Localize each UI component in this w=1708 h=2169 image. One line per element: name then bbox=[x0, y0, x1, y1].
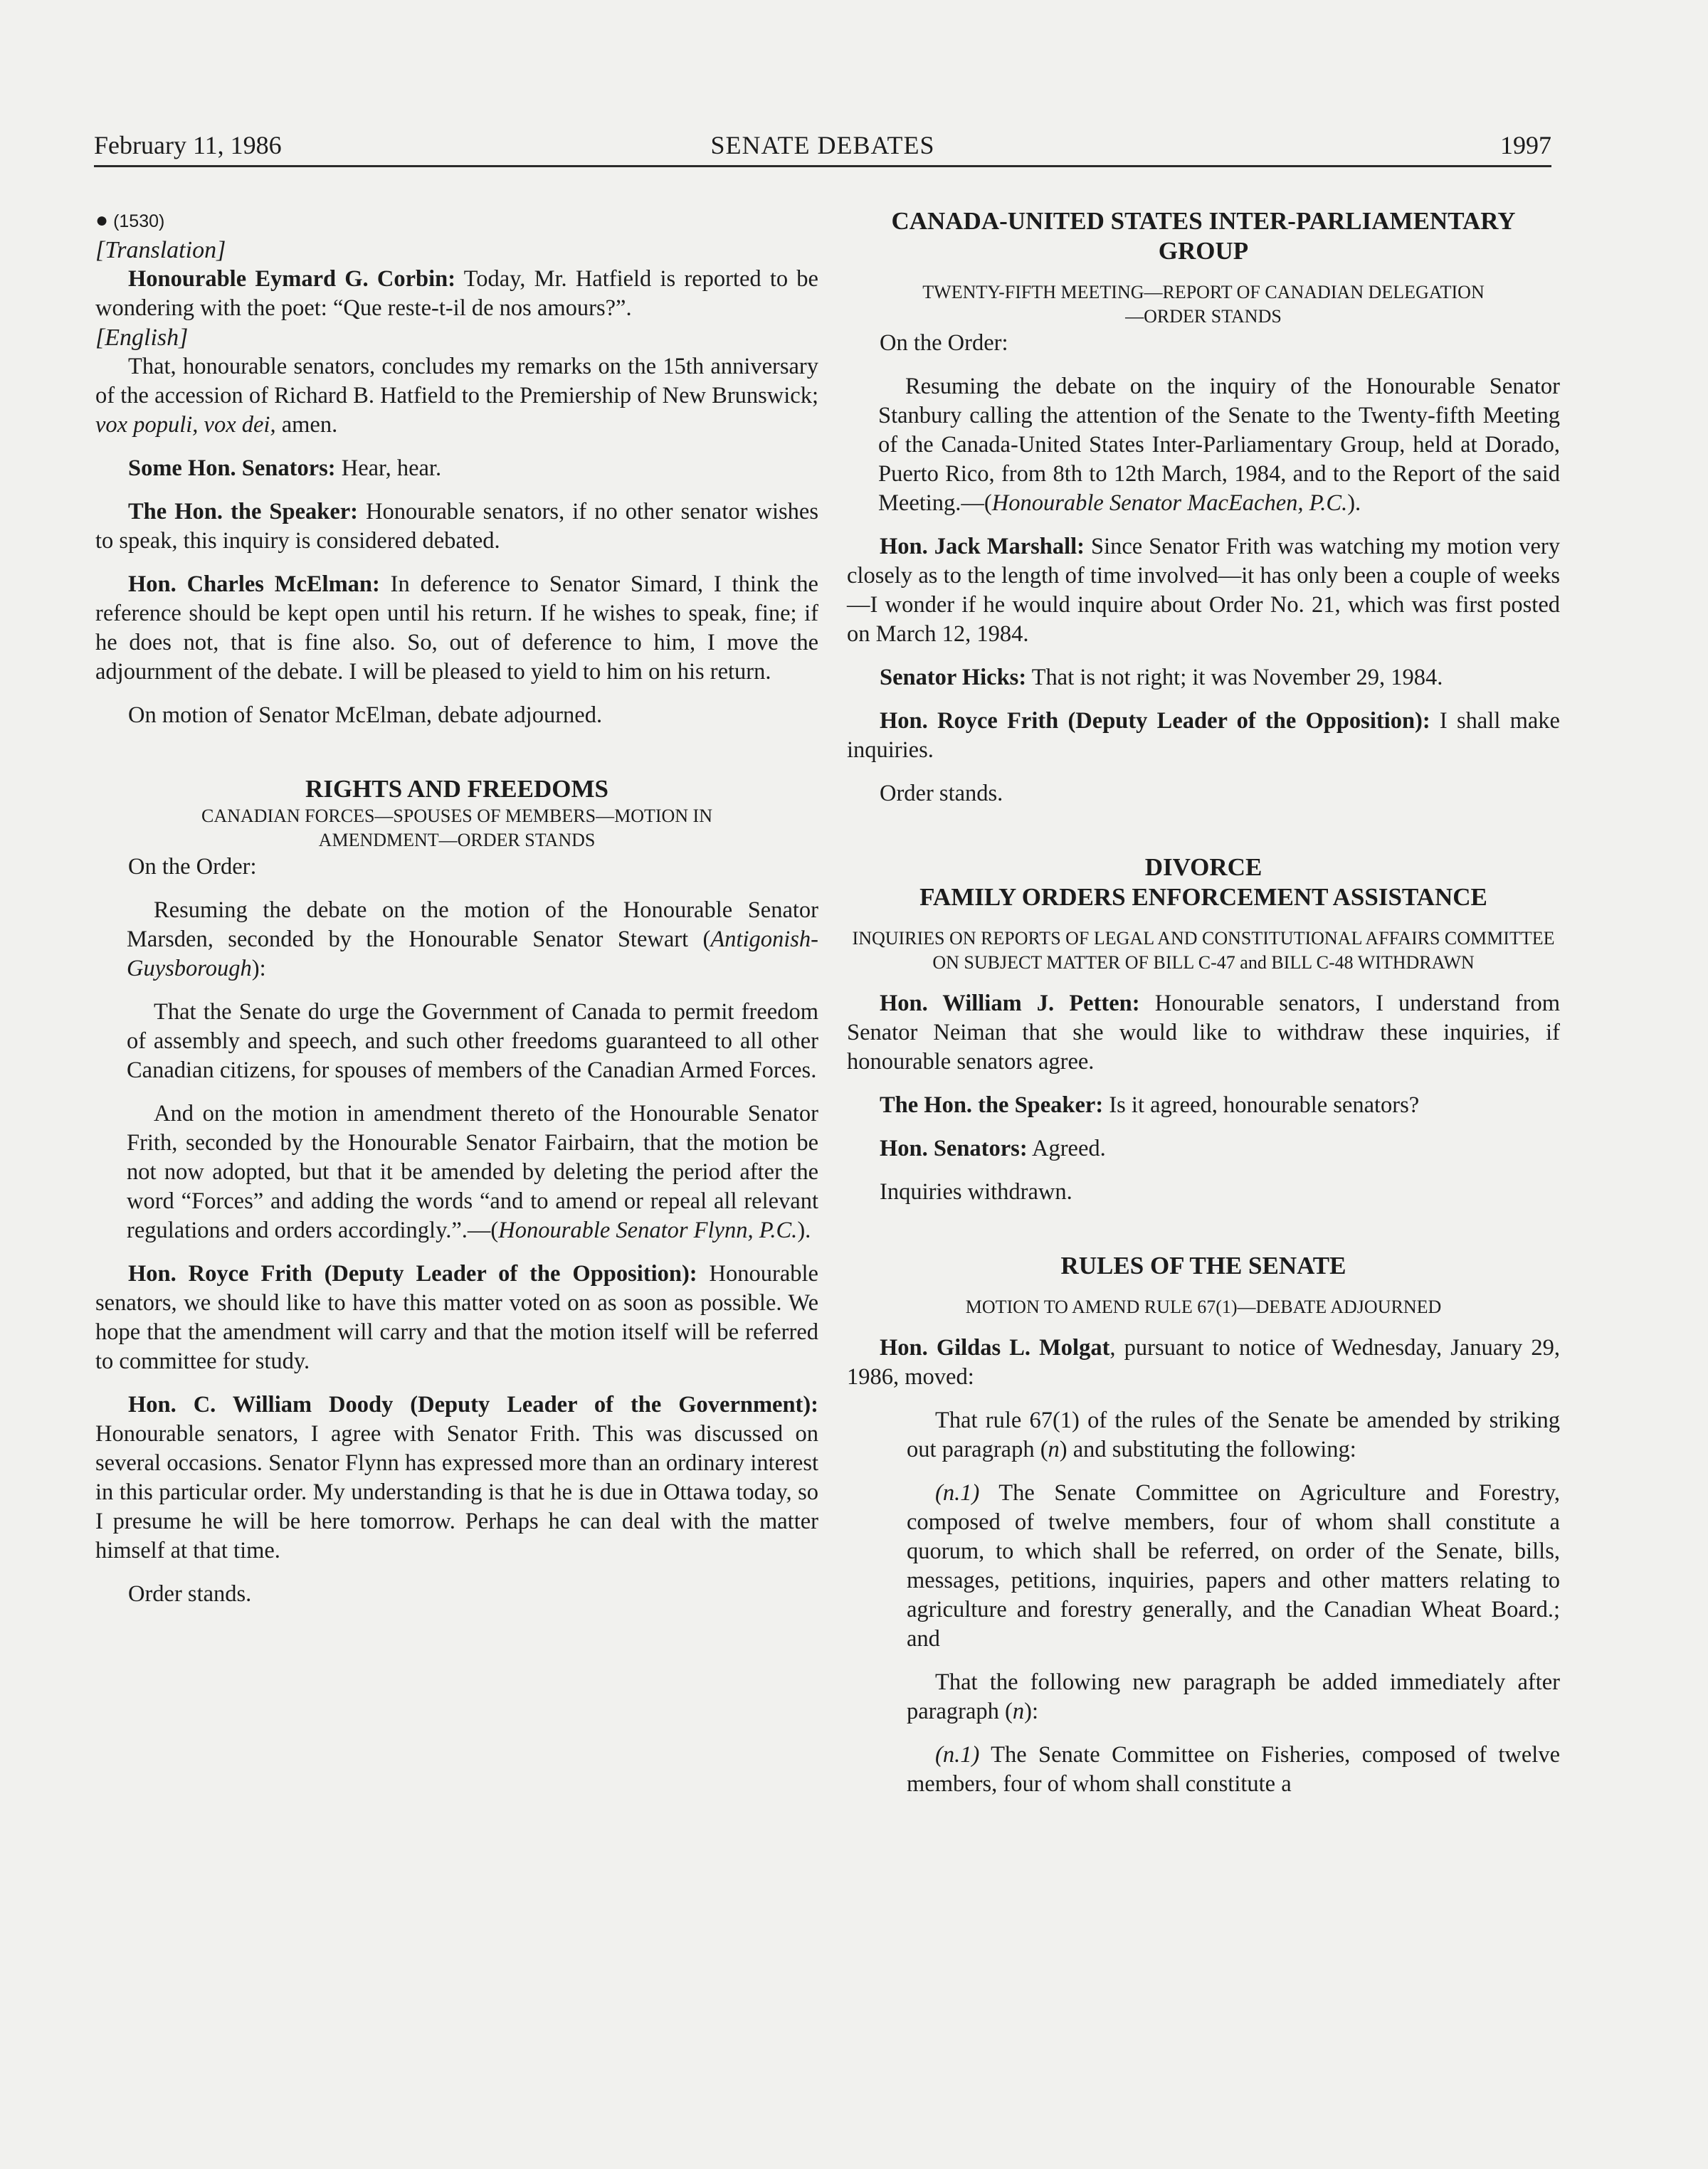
paragraph bbox=[847, 989, 1560, 1077]
paragraph bbox=[847, 663, 1560, 692]
speech-text: In deference to Senator Simard, I think the reference should be kept open until his return. If he wishes to speak, fine; if he does not, that is fine also. So, out of deference to him, I move the adjournment of the debate. I will be pleased to yield to him on his return. bbox=[95, 571, 818, 685]
section-title: RULES OF THE SENATE bbox=[1060, 1252, 1346, 1279]
speaker-name: Hon. Gildas L. Molgat bbox=[880, 1335, 1110, 1361]
italic-text: n bbox=[1048, 1437, 1060, 1462]
quote-text: The Senate Committee on Agriculture and Forestry, composed of twelve members, four of whom shall constitute a quorum, to which shall be referred, on order of the Senate, bills, messages, petitions, inquiries, papers and other matters relating to agriculture and forestry generally, and the Canadian Wheat Board.; and bbox=[907, 1480, 1560, 1652]
section-subtitle: INQUIRIES ON REPORTS OF LEGAL AND CONSTITUTIONAL AFFAIRS COMMITTEE ON SUBJECT MATTER OF BILL C-47 and BILL C-48 WITHDRAWN bbox=[852, 928, 1555, 973]
quoted-motion bbox=[127, 1099, 818, 1245]
speaker-name: Honourable Eymard G. Corbin: bbox=[128, 266, 456, 292]
italic-text: Antigonish- Guysborough bbox=[127, 927, 818, 981]
paragraph bbox=[847, 1134, 1560, 1163]
speech-text: That is not right; it was November 29, 1984. bbox=[1026, 665, 1443, 690]
quoted-motion bbox=[907, 1406, 1560, 1465]
quote-text: ): bbox=[1024, 1699, 1038, 1724]
speaker-name: The Hon. the Speaker: bbox=[880, 1092, 1104, 1118]
section-subtitle: CANADIAN FORCES—SPOUSES OF MEMBERS—MOTION IN AMENDMENT—ORDER STANDS bbox=[201, 806, 712, 850]
page-header bbox=[94, 125, 1551, 167]
speech-text: Honourable senators, I agree with Senator Frith. This was discussed on several occasions. Senator Flynn has expressed more than an ordinary interest in this particular order. My understanding is that he is due in Ottawa today, so I presume he will be here tomorrow. Perhaps he can deal with the matter himself at that time. bbox=[95, 1421, 818, 1563]
speaker-name: Senator Hicks: bbox=[880, 665, 1027, 690]
italic-text: Honourable Senator Flynn, P.C. bbox=[498, 1218, 798, 1243]
quote-text: That the following new paragraph be added immediately after paragraph ( bbox=[907, 1669, 1560, 1724]
paragraph bbox=[95, 454, 818, 483]
speech-text: That, honourable senators, concludes my remarks on the 15th anniversary of the accession of Richard B. Hatfield to the Premiership of New Brunswick; bbox=[95, 354, 818, 408]
english-tag: [English] bbox=[95, 324, 189, 351]
paragraph bbox=[847, 707, 1560, 765]
paragraph bbox=[847, 532, 1560, 649]
left-column bbox=[95, 206, 818, 1609]
bullet-icon: ● bbox=[95, 209, 109, 232]
quote-text: ). bbox=[1347, 490, 1361, 516]
speech-text: amen. bbox=[275, 412, 338, 438]
speaker-name: Hon. Royce Frith (Deputy Leader of the Opposition): bbox=[128, 1261, 697, 1287]
speaker-name: The Hon. the Speaker: bbox=[128, 499, 359, 524]
speaker-name: Some Hon. Senators: bbox=[128, 455, 336, 481]
speech-text: , pursuant to notice of Wednesday, January 29, 1986, moved: bbox=[847, 1335, 1560, 1390]
paragraph-label: (n.1) bbox=[935, 1480, 980, 1506]
italic-text: n bbox=[1012, 1699, 1025, 1724]
speech-text: Today, Mr. Hatfield is reported to be wondering with the poet: “Que reste-t-il de nos amours?”. bbox=[95, 266, 818, 321]
quote-text: That rule 67(1) of the rules of the Senate be amended by striking out paragraph ( bbox=[907, 1408, 1560, 1462]
italic-text: vox populi, vox dei, bbox=[95, 412, 276, 438]
section-subtitle: TWENTY-FIFTH MEETING—REPORT OF CANADIAN DELEGATION—ORDER STANDS bbox=[922, 282, 1485, 327]
quoted-motion bbox=[127, 896, 818, 983]
paragraph bbox=[95, 570, 818, 687]
speaker-name: Hon. William J. Petten: bbox=[880, 991, 1140, 1016]
paragraph: Inquiries withdrawn. bbox=[880, 1179, 1072, 1205]
paragraph bbox=[95, 265, 818, 323]
section-subtitle: MOTION TO AMEND RULE 67(1)—DEBATE ADJOURNED bbox=[965, 1297, 1442, 1317]
section-title: RIGHTS AND FREEDOMS bbox=[305, 775, 608, 803]
on-the-order: On the Order: bbox=[128, 854, 257, 880]
paragraph: Order stands. bbox=[880, 781, 1003, 806]
quote-text: The Senate Committee on Fisheries, composed of twelve members, four of whom shall constitute a bbox=[907, 1742, 1560, 1797]
quote-text: ) and substituting the following: bbox=[1059, 1437, 1356, 1462]
header-title: SENATE DEBATES bbox=[710, 131, 935, 159]
paragraph bbox=[95, 352, 818, 440]
speaker-name: Hon. Jack Marshall: bbox=[880, 534, 1085, 559]
header-date: February 11, 1986 bbox=[94, 131, 282, 159]
paragraph-label: (n.1) bbox=[935, 1742, 980, 1768]
speaker-name: Hon. Charles McElman: bbox=[128, 571, 380, 597]
section-title: FAMILY ORDERS ENFORCEMENT ASSISTANCE bbox=[919, 883, 1487, 911]
time-marker bbox=[95, 206, 818, 236]
quote-text: ). bbox=[797, 1218, 811, 1243]
speaker-name: Hon. Royce Frith (Deputy Leader of the Opposition): bbox=[880, 708, 1430, 734]
speech-text: Hear, hear. bbox=[335, 455, 442, 481]
speech-text: Since Senator Frith was watching my motion very closely as to the length of time involved—it has only been a couple of weeks—I wonder if he would inquire about Order No. 21, which was first posted on March 12, 1984. bbox=[847, 534, 1560, 647]
speech-text: I shall make inquiries. bbox=[847, 708, 1560, 763]
speaker-name: Hon. Senators: bbox=[880, 1136, 1028, 1161]
section-title: DIVORCE bbox=[1144, 853, 1262, 881]
quoted-motion: That the Senate do urge the Government of Canada to permit freedom of assembly and speech, and such other freedoms guaranteed to all other Canadian citizens, for spouses of members of the Canadian Armed Forces. bbox=[127, 999, 818, 1083]
quote-text: Resuming the debate on the inquiry of the Honourable Senator Stanbury calling the attention of the Senate to the Twenty-fifth Meeting of the Canada-United States Inter-Parliamentary Group, held at Dorado, Puerto Rico, from 8th to 12th March, 1984, and to the Report of the said Meeting.—( bbox=[878, 374, 1560, 516]
quote-text: And on the motion in amendment thereto of the Honourable Senator Frith, seconded by the Honourable Senator Fairbairn, that the motion be not now adopted, but that it be amended by deleting the period after the word “Forces” and adding the words “and to amend or repeal all relevant regulations and orders accordingly.”.—( bbox=[127, 1101, 818, 1243]
quoted-motion bbox=[907, 1479, 1560, 1654]
time-marker-text: (1530) bbox=[113, 211, 165, 231]
paragraph bbox=[95, 1390, 818, 1566]
paragraph bbox=[847, 1091, 1560, 1120]
quoted-motion bbox=[907, 1741, 1560, 1799]
speech-text: Agreed. bbox=[1027, 1136, 1106, 1161]
paragraph bbox=[95, 497, 818, 556]
quote-text: Resuming the debate on the motion of the Honourable Senator Marsden, seconded by the Honourable Senator Stewart ( bbox=[127, 897, 818, 952]
paragraph bbox=[95, 1260, 818, 1376]
speaker-name: Hon. C. William Doody (Deputy Leader of the Government): bbox=[128, 1392, 818, 1418]
on-the-order: On the Order: bbox=[880, 330, 1008, 356]
paragraph bbox=[847, 1334, 1560, 1392]
quote-text: ): bbox=[251, 956, 266, 981]
quoted-inquiry bbox=[878, 372, 1560, 518]
paragraph: Order stands. bbox=[128, 1581, 252, 1607]
italic-text: Honourable Senator MacEachen, P.C. bbox=[991, 490, 1348, 516]
speech-text: Honourable senators, we should like to have this matter voted on as soon as possible. We hope that the amendment will carry and that the motion itself will be referred to committee for study. bbox=[95, 1261, 818, 1374]
quoted-motion bbox=[907, 1668, 1560, 1726]
translation-tag: [Translation] bbox=[95, 237, 226, 263]
speech-text: Is it agreed, honourable senators? bbox=[1103, 1092, 1420, 1118]
speech-text: Honourable senators, if no other senator wishes to speak, this inquiry is considered debated. bbox=[95, 499, 818, 554]
paragraph: On motion of Senator McElman, debate adjourned. bbox=[128, 702, 603, 728]
right-column bbox=[847, 206, 1560, 1799]
section-title: CANADA-UNITED STATES INTER-PARLIAMENTARY GROUP bbox=[891, 207, 1516, 265]
page-number: 1997 bbox=[1500, 131, 1551, 159]
speech-text: Honourable senators, I understand from Senator Neiman that she would like to withdraw these inquiries, if honourable senators agree. bbox=[847, 991, 1560, 1075]
